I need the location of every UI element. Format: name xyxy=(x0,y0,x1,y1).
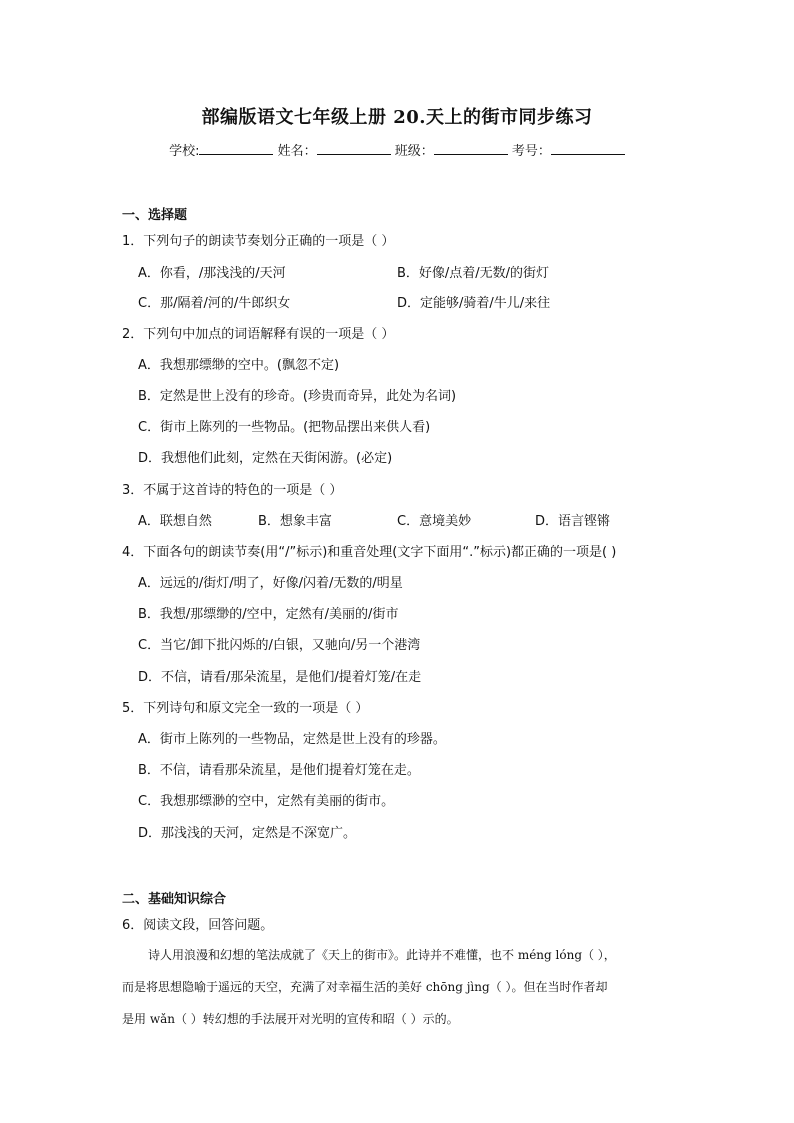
school-blank[interactable] xyxy=(199,142,273,155)
exam-no-label: 考号： xyxy=(511,144,551,159)
school-label: 学校: xyxy=(169,144,200,159)
question-2-option-b: B．定然是世上没有的珍奇。(珍贵而奇异，此处为名词) xyxy=(138,389,457,404)
question-5-option-c: C．我想那缥渺的空中，定然有美丽的街市。 xyxy=(138,794,395,809)
class-label: 班级： xyxy=(394,144,434,159)
passage-line-3: 是用 wǎn（ ）转幻想的手法展开对光明的宣传和昭（ ）示的。 xyxy=(122,1012,459,1026)
question-3-option-a: A．联想自然 xyxy=(138,514,212,529)
question-4-option-d: D．不信，请看/那朵流星，是他们/提着灯笼/在走 xyxy=(138,670,422,685)
page-title: 部编版语文七年级上册 20.天上的街市同步练习 xyxy=(201,107,593,128)
question-1-option-b: B．好像/点着/无数/的街灯 xyxy=(397,266,550,281)
question-2-stem: 2．下列句中加点的词语解释有误的一项是（ ） xyxy=(122,327,395,342)
question-5-stem: 5．下列诗句和原文完全一致的一项是（ ） xyxy=(122,701,369,716)
question-2-option-c: C．街市上陈列的一些物品。(把物品摆出来供人看) xyxy=(138,420,431,435)
class-blank[interactable] xyxy=(434,142,508,155)
question-4-option-c: C．当它/卸下批闪烁的/白银，又驰向/另一个港湾 xyxy=(138,638,421,653)
question-1-option-d: D．定能够/骑着/牛儿/来往 xyxy=(397,296,551,311)
question-4-stem: 4．下面各句的朗读节奏(用“/”标示)和重音处理(文字下面用“.”标示)都正确的一项是( ) xyxy=(122,545,617,560)
section-title-choice: 一、选择题 xyxy=(122,208,188,223)
student-info-line xyxy=(0,140,794,159)
name-label: 姓名： xyxy=(277,144,317,159)
question-2-option-a: A．我想那缥缈的空中。(飘忽不定) xyxy=(138,358,340,373)
question-5-option-b: B．不信，请看那朵流星，是他们提着灯笼在走。 xyxy=(138,763,420,778)
question-2-option-d: D．我想他们此刻，定然在天街闲游。(必定) xyxy=(138,451,393,466)
question-3-option-b: B．想象丰富 xyxy=(258,514,332,529)
question-6-stem: 6．阅读文段，回答问题。 xyxy=(122,918,274,933)
passage-line-2: 而是将思想隐喻于遥远的天空，充满了对幸福生活的美好 chōng jìng（ ）。但在当时作者却 xyxy=(122,980,608,994)
question-4-option-b: B．我想/那缥缈的/空中，定然有/美丽的/街市 xyxy=(138,607,399,622)
passage-line-1: 诗人用浪漫和幻想的笔法成就了《天上的街市》。此诗并不难懂，也不 méng lóng（ ）， xyxy=(148,948,616,962)
question-3-stem: 3．不属于这首诗的特色的一项是（ ） xyxy=(122,483,343,498)
question-1-option-a: A．你看，/那浅浅的/天河 xyxy=(138,266,286,281)
question-5-option-a: A．街市上陈列的一些物品，定然是世上没有的珍器。 xyxy=(138,732,446,747)
name-blank[interactable] xyxy=(317,142,391,155)
section-title-basic-knowledge: 二、基础知识综合 xyxy=(122,892,227,907)
question-1-option-c: C．那/隔着/河的/牛郎织女 xyxy=(138,296,291,311)
question-3-option-d: D．语言铿锵 xyxy=(535,514,611,529)
question-1-stem: 1．下列句子的朗读节奏划分正确的一项是（ ） xyxy=(122,234,395,249)
question-4-option-a: A．远远的/街灯/明了，好像/闪着/无数的/明星 xyxy=(138,576,403,591)
exam-no-blank[interactable] xyxy=(551,142,625,155)
question-3-option-c: C．意境美妙 xyxy=(397,514,472,529)
question-5-option-d: D．那浅浅的天河，定然是不深宽广。 xyxy=(138,826,357,841)
